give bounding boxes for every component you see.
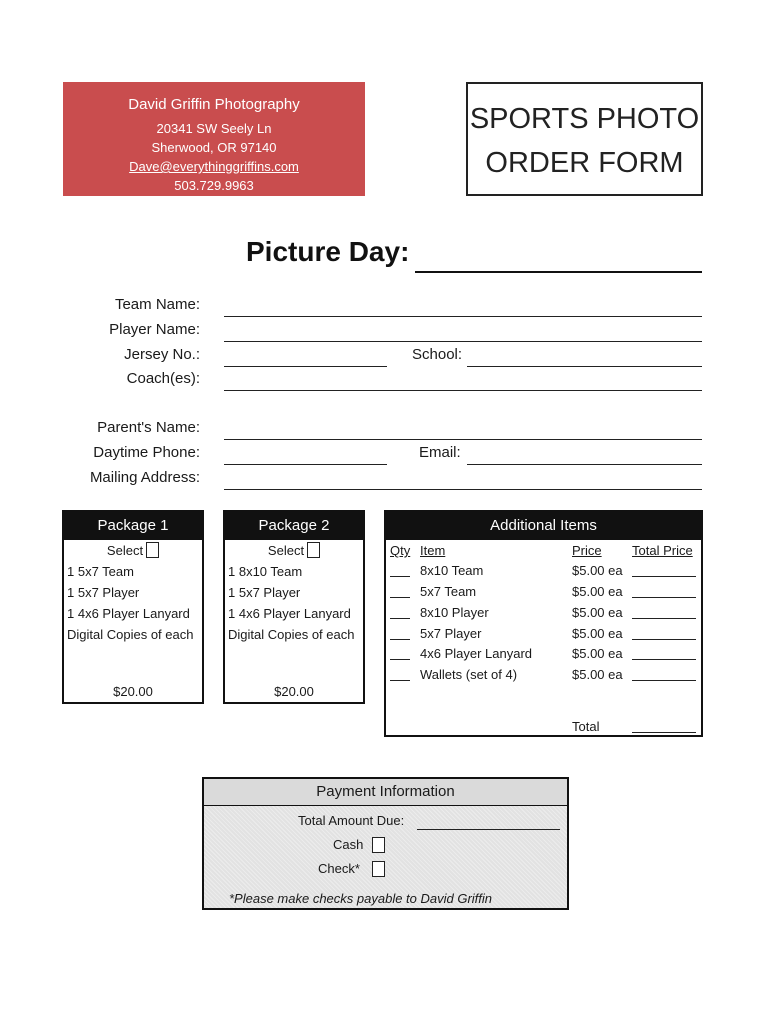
payment-note: *Please make checks payable to David Griffin [229, 891, 493, 906]
check-checkbox[interactable] [372, 861, 385, 877]
parent-name-label: Parent's Name: [97, 419, 200, 436]
payment-box [202, 777, 569, 910]
item-header: Item [420, 543, 446, 558]
package-2-title: Package 2 [225, 512, 363, 540]
item-price: $5.00 ea [572, 667, 623, 682]
daytime-phone-label: Daytime Phone: [93, 444, 200, 461]
total-label: Total [572, 719, 600, 734]
picture-day-label: Picture Day: [246, 236, 410, 267]
item-price: $5.00 ea [572, 605, 623, 620]
package-2-checkbox[interactable] [307, 542, 320, 558]
additional-items-title: Additional Items [386, 512, 701, 540]
form-title-line2: ORDER FORM [485, 147, 684, 179]
package-2-select-label: Select [267, 543, 305, 558]
package-1-select[interactable] [67, 540, 199, 561]
item-total-field[interactable] [632, 576, 696, 577]
qty-field[interactable] [390, 576, 410, 577]
coaches-field[interactable] [224, 390, 702, 391]
item-price: $5.00 ea [572, 626, 623, 641]
company-address-line1: 20341 SW Seely Ln [156, 121, 272, 136]
package-2-item: 1 4x6 Player Lanyard [228, 606, 351, 621]
item-price: $5.00 ea [572, 584, 623, 599]
company-phone: 503.729.9963 [174, 178, 254, 193]
item-total-field[interactable] [632, 618, 696, 619]
item-name: Wallets (set of 4) [420, 667, 518, 682]
package-1-item: 1 5x7 Player [67, 585, 140, 600]
package-2-box [223, 510, 365, 704]
jersey-no-field[interactable] [224, 366, 387, 367]
package-1-item: 1 5x7 Team [67, 564, 134, 579]
qty-field[interactable] [390, 659, 410, 660]
qty-field[interactable] [390, 639, 410, 640]
grand-total-field[interactable] [632, 732, 696, 733]
package-1-checkbox[interactable] [146, 542, 159, 558]
school-label: School: [412, 346, 463, 363]
item-name: 8x10 Team [420, 563, 484, 578]
cash-label: Cash [333, 837, 364, 852]
payment-title: Payment Information [204, 779, 567, 806]
total-due-field[interactable] [417, 829, 560, 830]
additional-items-box [384, 510, 703, 737]
total-price-header: Total Price [632, 543, 693, 558]
school-field[interactable] [467, 366, 702, 367]
team-name-field[interactable] [224, 316, 702, 317]
item-price: $5.00 ea [572, 646, 623, 661]
package-1-item: Digital Copies of each [67, 627, 194, 642]
cash-checkbox[interactable] [372, 837, 385, 853]
company-header [63, 82, 365, 196]
total-due-label: Total Amount Due: [298, 813, 405, 828]
package-2-item: 1 5x7 Player [228, 585, 301, 600]
jersey-no-label: Jersey No.: [124, 346, 200, 363]
mailing-address-field[interactable] [224, 489, 702, 490]
item-name: 4x6 Player Lanyard [420, 646, 533, 661]
package-2-item: Digital Copies of each [228, 627, 355, 642]
email-field[interactable] [467, 464, 702, 465]
company-name: David Griffin Photography [128, 96, 300, 113]
package-2-select[interactable] [228, 540, 360, 561]
item-name: 5x7 Team [420, 584, 477, 599]
form-title-line1: SPORTS PHOTO [469, 103, 700, 135]
item-total-field[interactable] [632, 680, 696, 681]
package-1-price: $20.00 [113, 684, 153, 699]
qty-field[interactable] [390, 680, 410, 681]
package-1-select-label: Select [106, 543, 144, 558]
qty-field[interactable] [390, 597, 410, 598]
form-title [466, 82, 703, 196]
package-2-item: 1 8x10 Team [228, 564, 303, 579]
package-2-price: $20.00 [274, 684, 314, 699]
item-name: 8x10 Player [420, 605, 489, 620]
qty-header: Qty [390, 543, 411, 558]
email-label: Email: [419, 444, 461, 461]
player-name-field[interactable] [224, 341, 702, 342]
price-header: Price [572, 543, 602, 558]
daytime-phone-field[interactable] [224, 464, 387, 465]
package-1-title: Package 1 [64, 512, 202, 540]
qty-field[interactable] [390, 618, 410, 619]
item-total-field[interactable] [632, 639, 696, 640]
picture-day-field[interactable] [415, 271, 702, 273]
coaches-label: Coach(es): [126, 370, 200, 387]
item-name: 5x7 Player [420, 626, 482, 641]
company-email-link[interactable]: Dave@everythinggriffins.com [129, 159, 299, 174]
team-name-label: Team Name: [114, 296, 200, 313]
company-address-line2: Sherwood, OR 97140 [151, 140, 277, 155]
check-label: Check* [318, 861, 360, 876]
item-total-field[interactable] [632, 659, 696, 660]
package-1-item: 1 4x6 Player Lanyard [67, 606, 190, 621]
package-1-box [62, 510, 204, 704]
parent-name-field[interactable] [224, 439, 702, 440]
item-total-field[interactable] [632, 597, 696, 598]
mailing-address-label: Mailing Address: [89, 469, 200, 486]
player-name-label: Player Name: [109, 321, 200, 338]
item-price: $5.00 ea [572, 563, 623, 578]
